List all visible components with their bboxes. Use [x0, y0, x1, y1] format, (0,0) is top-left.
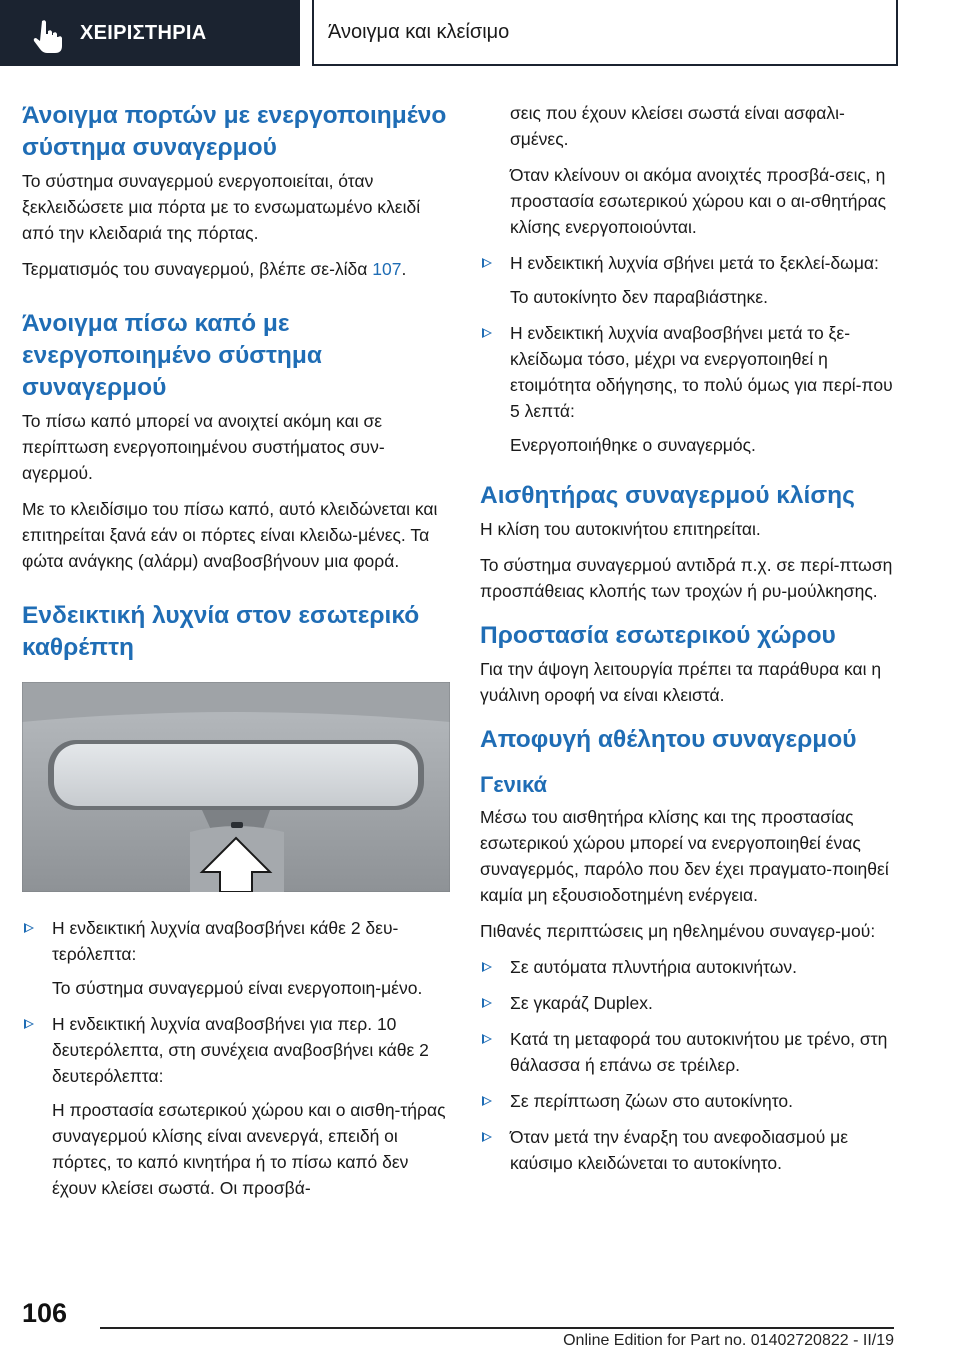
- continued-text: [480, 100, 900, 240]
- heading-interior-protection: Προστασία εσωτερικού χώρου: [480, 622, 836, 649]
- left-column: [22, 100, 450, 1211]
- home-tab[interactable]: [0, 0, 300, 66]
- rearview-mirror-illustration: [22, 682, 450, 892]
- heading-doors-alarm: Άνοιγμα πορτών με ενεργοποιημένο σύστημα συναγερμού: [22, 102, 447, 161]
- indicator-list: [22, 915, 450, 1201]
- right-column: [480, 100, 900, 1186]
- bullet-arrow-icon: [482, 998, 492, 1008]
- paragraph: Μέσω του αισθητήρα κλίσης και της προστασίας εσωτερικού χώρου μπορεί να ενεργοποιηθεί ένας συναγερμός, παρόλο που δεν έχει πραγματο-ποιηθεί καμία μη εξουσιοδοτημένη ενέργεια.: [480, 807, 889, 905]
- hand-pointer-icon: [28, 13, 68, 53]
- heading-tilt-sensor: Αισθητήρας συναγερμού κλίσης: [480, 482, 855, 509]
- bullet-arrow-icon: [24, 1019, 34, 1029]
- section-tab-label: Άνοιγμα και κλείσιμο: [328, 20, 510, 43]
- paragraph: Όταν κλείνουν οι ακόμα ανοιχτές προσβά-σεις, η προστασία εσωτερικού χώρου και ο αι-σθητήρας κλίσης ενεργοποιούνται.: [510, 165, 887, 237]
- subheading-general: Γενικά: [480, 772, 548, 797]
- paragraph: Το σύστημα συναγερμού αντιδρά π.χ. σε περί-πτωση προσπάθειας κλοπής των τροχών ή ρυ-μούλκησης.: [480, 555, 893, 601]
- false-alarm-list: [480, 954, 900, 1176]
- heading-tailgate-alarm: Άνοιγμα πίσω καπό με ενεργοποιημένο σύστημα συναγερμού: [22, 310, 322, 401]
- list-item: Η ενδεικτική λυχνία αναβοσβήνει μετά το ξε-κλείδωμα τόσο, μέχρι να ενεργοποιηθεί η ετοιμότητα οδήγησης, το πολύ όμως για περί-που 5 λεπτά: Ενεργοποιήθηκε ο συναγερμός.: [480, 320, 900, 458]
- footer-edition: Online Edition for Part no. 01402720822 - II/19: [563, 1332, 894, 1349]
- section-tab[interactable]: [312, 0, 898, 66]
- bullet-arrow-icon: [482, 962, 492, 972]
- list-item: Η ενδεικτική λυχνία σβήνει μετά το ξεκλεί-δωμα: Το αυτοκίνητο δεν παραβιάστηκε.: [480, 250, 900, 310]
- paragraph: Το πίσω καπό μπορεί να ανοιχτεί ακόμη και σε περίπτωση ενεργοποιημένου συστήματος συν-αγερμού.: [22, 411, 385, 483]
- bullet-arrow-icon: [24, 923, 34, 933]
- paragraph: Με το κλειδίσιμο του πίσω καπό, αυτό κλειδώνεται και επιτηρείται ξανά εάν οι πόρτες είναι κλειδω-μένες. Τα φώτα ανάγκης (αλάρμ) αναβοσβήνουν μια φορά.: [22, 499, 438, 571]
- list-item: Όταν μετά την έναρξη του ανεφοδιασμού με καύσιμο κλειδώνεται το αυτοκίνητο.: [480, 1124, 900, 1176]
- section-interior-protection: [480, 620, 900, 708]
- page-number: 106: [22, 1298, 68, 1328]
- top-bar: [0, 0, 960, 66]
- heading-avoid-false-alarm: Αποφυγή αθέλητου συναγερμού: [480, 726, 857, 753]
- paragraph: Τερματισμός του συναγερμού, βλέπε σε-λίδα 107.: [22, 259, 407, 279]
- section-tailgate-alarm: [22, 308, 450, 574]
- list-item: Σε αυτόματα πλυντήρια αυτοκινήτων.: [480, 954, 900, 980]
- section-avoid-false-alarm: [480, 724, 900, 1176]
- footer-divider: [100, 1327, 894, 1329]
- list-item: Κατά τη μεταφορά του αυτοκινήτου με τρένο, στη θάλασσα ή επάνω σε τρέιλερ.: [480, 1026, 900, 1078]
- list-item: Η ενδεικτική λυχνία αναβοσβήνει για περ. 10 δευτερόλεπτα, στη συνέχεια αναβοσβήνει κάθε 2 δευτερόλεπτα: Η προστασία εσωτερικού χώρου και ο αισθη-τήρας συναγερμού κλίσης είναι ανενεργά, επειδή οι πόρτες, το καπό κινητήρα ή το πίσω καπό δεν έχουν κλείσει σωστά. Οι προσβά-: [22, 1011, 450, 1201]
- indicator-list-cont: [480, 250, 900, 458]
- bullet-arrow-icon: [482, 258, 492, 268]
- home-tab-label: ΧΕΙΡΙΣΤΗΡΙΑ: [80, 21, 207, 44]
- heading-indicator-mirror: Ενδεικτική λυχνία στον εσωτερικό καθρέπτη: [22, 602, 420, 661]
- bullet-arrow-icon: [482, 1096, 492, 1106]
- section-indicator-mirror: [22, 600, 450, 1201]
- paragraph: Η κλίση του αυτοκινήτου επιτηρείται.: [480, 519, 761, 539]
- section-tilt-sensor: [480, 480, 900, 604]
- paragraph: Το σύστημα συναγερμού ενεργοποιείται, όταν ξεκλειδώσετε μια πόρτα με το ενσωματωμένο κλειδί από την κλειδαριά της πόρτας.: [22, 171, 421, 243]
- paragraph: Για την άψογη λειτουργία πρέπει τα παράθυρα και η γυάλινη οροφή να είναι κλειστά.: [480, 659, 882, 705]
- section-doors-alarm: [22, 100, 450, 282]
- list-item: Σε γκαράζ Duplex.: [480, 990, 900, 1016]
- paragraph: σεις που έχουν κλείσει σωστά είναι ασφαλι-σμένες.: [510, 103, 845, 149]
- bullet-arrow-icon: [482, 1034, 492, 1044]
- list-item: Σε περίπτωση ζώων στο αυτοκίνητο.: [480, 1088, 900, 1114]
- bullet-arrow-icon: [482, 328, 492, 338]
- paragraph: Πιθανές περιπτώσεις μη ηθελημένου συναγερ-μού:: [480, 921, 876, 941]
- page-link[interactable]: 107: [372, 259, 402, 279]
- bullet-arrow-icon: [482, 1132, 492, 1142]
- list-item: Η ενδεικτική λυχνία αναβοσβήνει κάθε 2 δευ-τερόλεπτα: Το σύστημα συναγερμού είναι ενεργοποιη-μένο.: [22, 915, 450, 1001]
